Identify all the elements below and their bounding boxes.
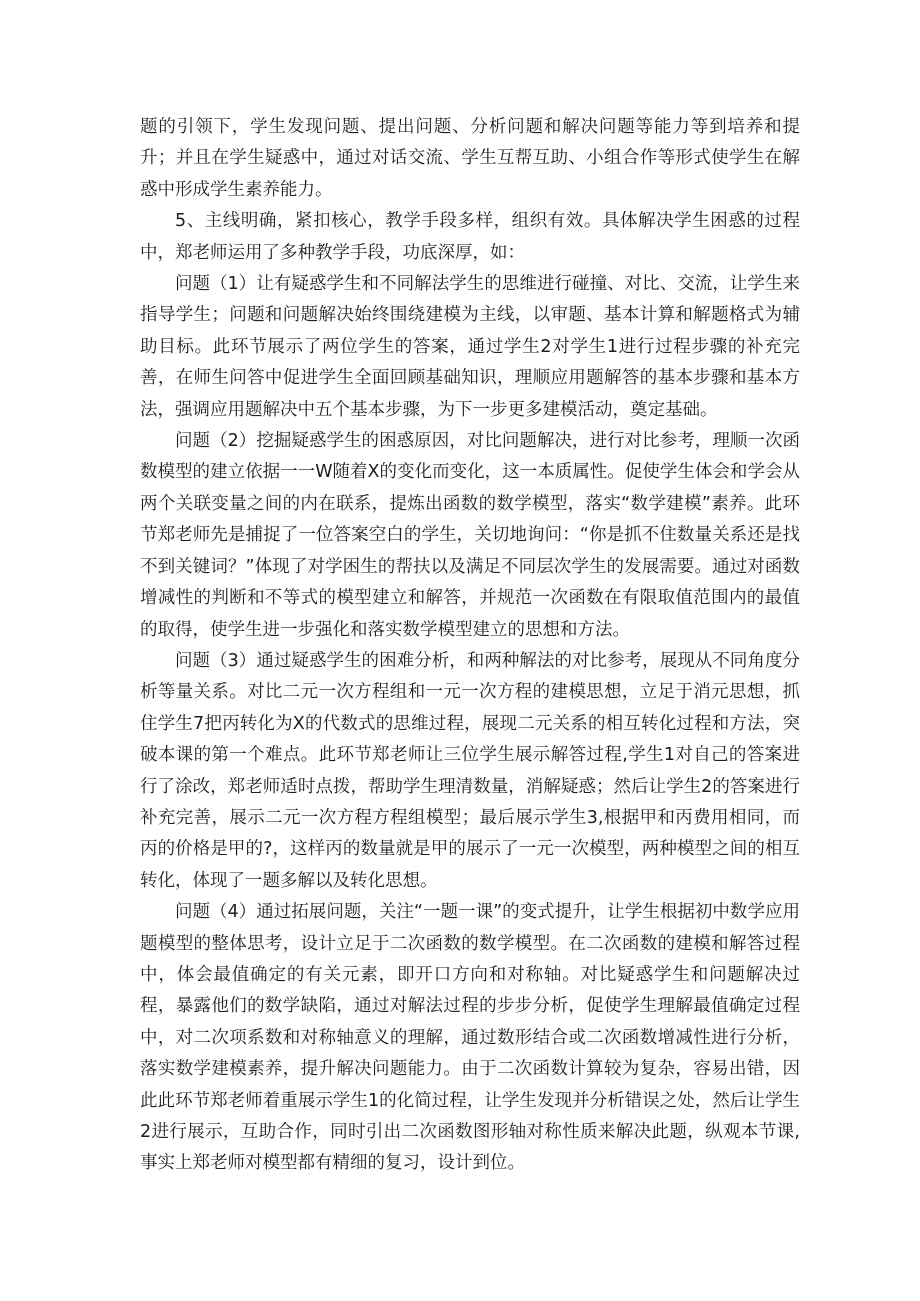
paragraph-3: 问题（1）让有疑惑学生和不同解法学生的思维进行碰撞、对比、交流，让学生来指导学生；问题和问题解决始终围绕建模为主线，以审题、基本计算和解题格式为辅助目标。此环节展示了两位学生的答案，通过学生2对学生1进行过程步骤的补充完善，在师生问答中促进学生全面回顾基础知识，理顺应用题解答的基本步骤和基本方法，强调应用题解决中五个基本步骤，为下一步更多建模活动，奠定基础。 bbox=[140, 274, 800, 420]
paragraph-6: 问题（4）通过拓展问题，关注“一题一课”的变式提升，让学生根据初中数学应用题模型的整体思考，设计立足于二次函数的数学模型。在二次函数的建模和解答过程中，体会最值确定的有关元素，即开口方向和对称轴。对比疑惑学生和问题解决过程，暴露他们的数学缺陷，通过对解法过程的步步分析，促使学生理解最值确定过程中，对二次项系数和对称轴意义的理解，通过数形结合或二次函数增减性进行分析，落实数学建模素养，提升解决问题能力。由于二次函数计算较为复杂，容易出错，因此此环节郑老师着重展示学生1的化简过程，让学生发现并分析错误之处，然后让学生2进行展示，互助合作，同时引出二次函数图形轴对称性质来解决此题，纵观本节课,事实上郑老师对模型都有精细的复习，设计到位。 bbox=[140, 902, 800, 1174]
paragraph-1: 题的引领下，学生发现问题、提出问题、分析问题和解决问题等能力等到培养和提升；并且在学生疑惑中，通过对话交流、学生互帮互助、小组合作等形式使学生在解惑中形成学生素养能力。 bbox=[140, 117, 800, 200]
paragraph-4: 问题（2）挖掘疑惑学生的困惑原因，对比问题解决，进行对比参考，理顺一次函数模型的建立依据一一W随着X的变化而变化，这一本质属性。促使学生体会和学会从两个关联变量之间的内在联系，提炼出函数的数学模型，落实“数学建模”素养。此环节郑老师先是捕捉了一位答案空白的学生，关切地询问：“你是抓不住数量关系还是找不到关键词？”体现了对学困生的帮扶以及满足不同层次学生的发展需要。通过对函数增减性的判断和不等式的模型建立和解答，并规范一次函数在有限取值范围内的最值的取得，使学生进一步强化和落实数学模型建立的思想和方法。 bbox=[140, 431, 800, 640]
paragraph-2: 5、主线明确，紧扣核心，教学手段多样，组织有效。具体解决学生困惑的过程中，郑老师运用了多种教学手段，功底深厚，如： bbox=[140, 211, 800, 263]
body-text bbox=[140, 112, 800, 1180]
paragraph-5: 问题（3）通过疑惑学生的困难分析，和两种解法的对比参考，展现从不同角度分析等量关系。对比二元一次方程组和一元一次方程的建模思想，立足于消元思想，抓住学生7把丙转化为X的代数式的思维过程，展现二元关系的相互转化过程和方法，突破本课的第一个难点。此环节郑老师让三位学生展示解答过程,学生1对自己的答案进行了涂改，郑老师适时点拨，帮助学生理清数量，消解疑惑；然后让学生2的答案进行补充完善，展示二元一次方程方程组模型；最后展示学生3,根据甲和丙费用相同，而丙的价格是甲的?，这样丙的数量就是甲的展示了一元一次模型，两种模型之间的相互转化，体现了一题多解以及转化思想。 bbox=[140, 650, 800, 891]
